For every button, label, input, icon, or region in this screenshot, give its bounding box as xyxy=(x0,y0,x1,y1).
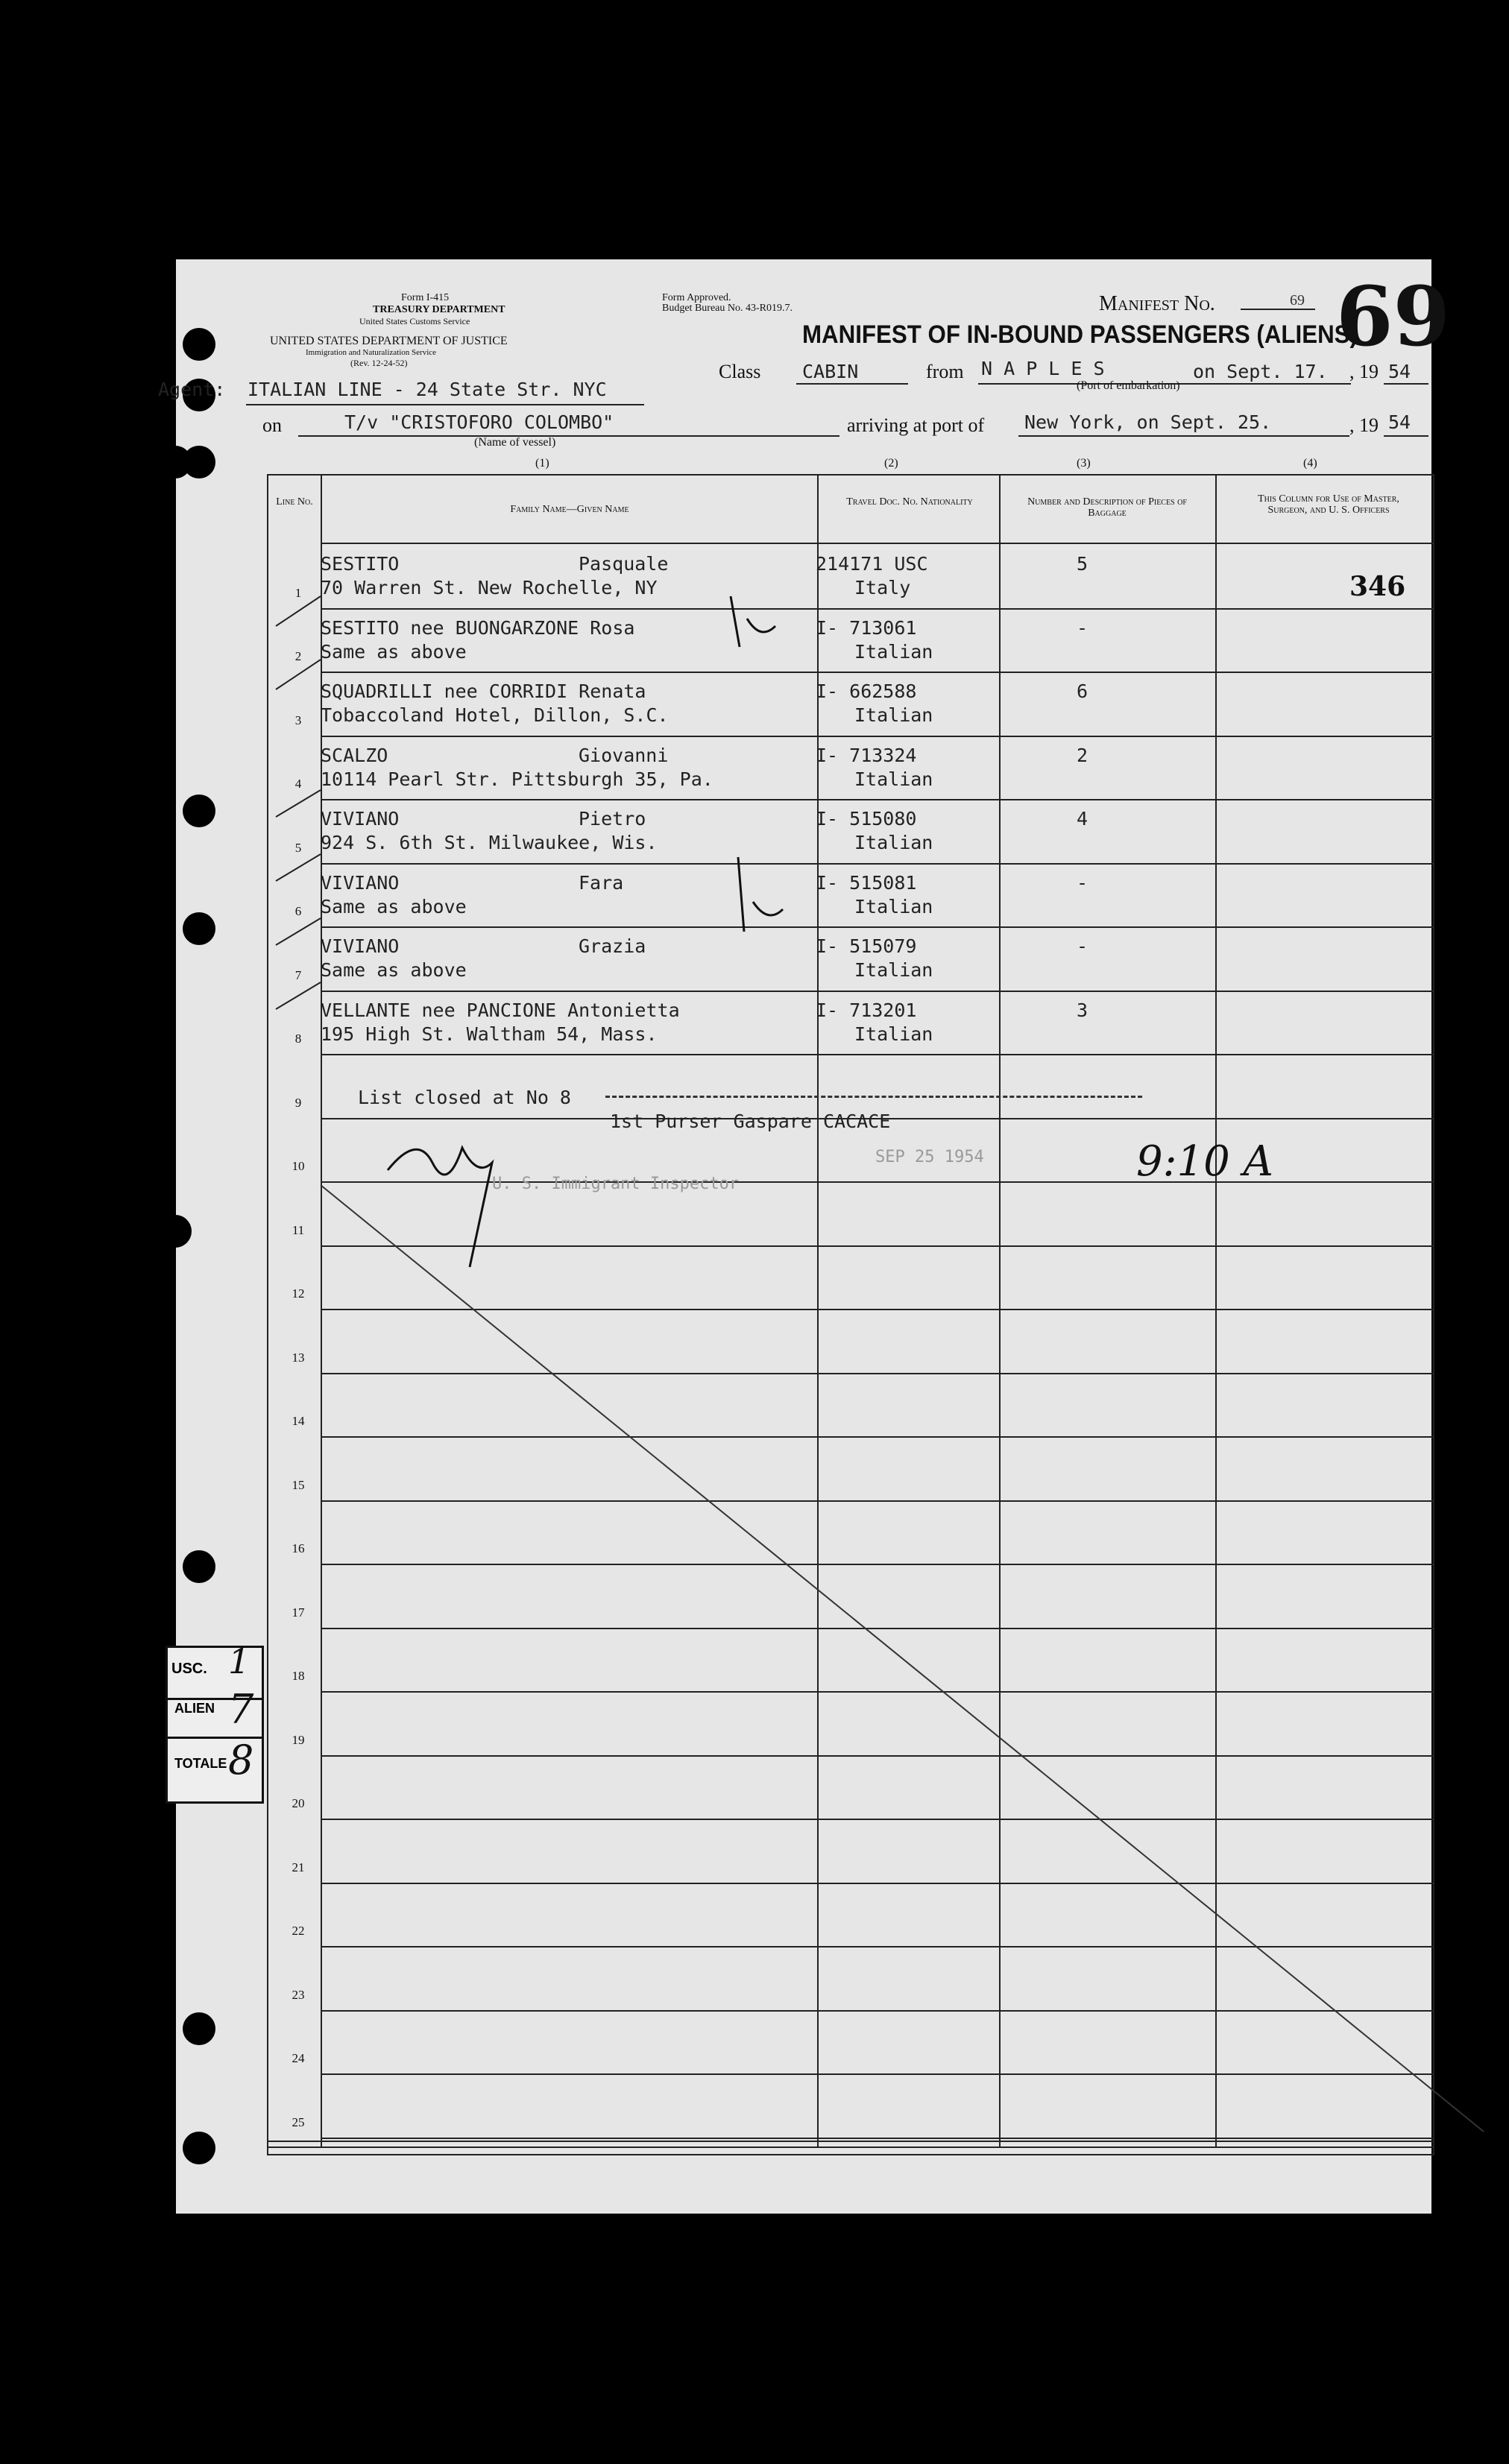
list-closed-note: List closed at No 8 xyxy=(358,1087,571,1108)
class-label: Class xyxy=(719,361,761,382)
baggage-count: - xyxy=(1077,617,1089,639)
diagonal-cancel-line xyxy=(321,1185,1484,2132)
passenger-address: Same as above xyxy=(321,641,467,663)
passenger-address: 924 S. 6th St. Milwaukee, Wis. xyxy=(321,832,658,853)
year-suffix: 54 xyxy=(1388,361,1411,382)
inspector-signature xyxy=(388,1148,492,1267)
baggage-count: 2 xyxy=(1077,745,1089,766)
baggage-count: - xyxy=(1077,872,1089,894)
treasury-label: TREASURY DEPARTMENT xyxy=(373,304,505,315)
nationality: Italian xyxy=(854,768,933,790)
class-value: CABIN xyxy=(802,361,859,382)
agent-label: Agent: xyxy=(158,379,226,400)
line-number: 5 xyxy=(294,841,302,855)
check-mark-row6 xyxy=(738,857,783,932)
line-number: 25 xyxy=(292,2115,305,2129)
line-number: 6 xyxy=(294,904,302,918)
line-number: 24 xyxy=(292,2051,305,2065)
tally-total-label: TOTALE xyxy=(174,1756,227,1771)
passenger-given-name: Pasquale xyxy=(579,553,669,575)
passenger-family-name: VIVIANO xyxy=(321,808,400,830)
baggage-count: - xyxy=(1077,935,1089,957)
line-number: 15 xyxy=(292,1478,305,1492)
line-number: 4 xyxy=(294,777,302,791)
form-approved: Form Approved. xyxy=(662,292,731,303)
form-number: Form I-415 xyxy=(401,292,450,303)
header-baggage: Number and Description of Pieces of Baggage xyxy=(1027,496,1187,519)
passenger-given-name: Pietro xyxy=(579,808,646,830)
passenger-family-name: VIVIANO xyxy=(321,872,400,894)
check-mark-row2 xyxy=(731,596,775,647)
manifest-no-value: 69 xyxy=(1290,292,1305,309)
line-number: 1 xyxy=(294,586,302,600)
line-number: 8 xyxy=(294,1032,302,1046)
passenger-family-name: SESTITO nee BUONGARZONE Rosa xyxy=(321,617,635,639)
embarkation-date: on Sept. 17. xyxy=(1193,361,1328,382)
line-number: 16 xyxy=(292,1541,305,1555)
tally-total-value: 8 xyxy=(228,1737,254,1784)
line-number: 11 xyxy=(292,1223,305,1237)
passenger-address: 195 High St. Waltham 54, Mass. xyxy=(321,1023,658,1045)
line-number: 9 xyxy=(294,1096,302,1110)
travel-doc-number: I- 515081 xyxy=(816,872,917,894)
line-number: 14 xyxy=(292,1414,305,1428)
ins-label: Immigration and Naturalization Service xyxy=(306,348,437,357)
doj-label: UNITED STATES DEPARTMENT OF JUSTICE xyxy=(270,335,508,347)
passenger-address: 10114 Pearl Str. Pittsburgh 35, Pa. xyxy=(321,768,713,790)
line-number: 2 xyxy=(294,649,302,663)
passenger-address: Same as above xyxy=(321,896,467,917)
header-name: Family Name—Given Name xyxy=(510,504,629,515)
from-label: from xyxy=(926,361,964,382)
line-number: 3 xyxy=(294,713,302,727)
year2-prefix: , 19 xyxy=(1349,414,1379,436)
line-number: 13 xyxy=(292,1351,305,1365)
revision-label: (Rev. 12-24-52) xyxy=(350,358,408,368)
passenger-family-name: SESTITO xyxy=(321,553,400,575)
passenger-address: Same as above xyxy=(321,959,467,981)
passenger-family-name: VELLANTE nee PANCIONE Antonietta xyxy=(321,999,680,1021)
col-num-1: (1) xyxy=(535,457,549,470)
baggage-count: 6 xyxy=(1077,680,1089,702)
port-of-embarkation: N A P L E S xyxy=(981,358,1105,379)
passenger-given-name: Fara xyxy=(579,872,624,894)
tally-alien-label: ALIEN xyxy=(174,1701,215,1716)
nationality: Italy xyxy=(854,577,911,598)
line-number: 18 xyxy=(292,1669,305,1683)
inspection-time: 9:10 A xyxy=(1136,1137,1273,1186)
line-number: 10 xyxy=(292,1159,305,1173)
passenger-family-name: SQUADRILLI nee CORRIDI Renata xyxy=(321,680,646,702)
line-number: 19 xyxy=(292,1733,305,1747)
col-num-2: (2) xyxy=(884,457,898,470)
line-number: 22 xyxy=(292,1924,305,1938)
baggage-count: 5 xyxy=(1077,553,1089,575)
purser-name: 1st Purser Gaspare CACACE xyxy=(610,1111,891,1132)
year-prefix: , 19 xyxy=(1349,361,1379,382)
vessel-name: T/v "CRISTOFORO COLOMBO" xyxy=(344,411,614,433)
line-number: 23 xyxy=(292,1988,305,2002)
inspector-caption: U. S. Immigrant Inspector xyxy=(492,1175,740,1193)
year2-suffix: 54 xyxy=(1388,411,1411,433)
travel-doc-number: I- 713324 xyxy=(816,745,917,766)
line-number: 17 xyxy=(292,1605,305,1620)
manifest-number-stamp: 69 xyxy=(1336,268,1451,364)
header-travel-doc: Travel Doc. No. Nationality xyxy=(846,496,973,508)
passenger-given-name: Grazia xyxy=(579,935,646,957)
travel-doc-number: 214171 USC xyxy=(816,553,928,575)
nationality: Italian xyxy=(854,896,933,917)
line-number: 7 xyxy=(294,968,302,982)
header-line-no: Line No. xyxy=(276,496,313,508)
travel-doc-number: I- 515079 xyxy=(816,935,917,957)
nationality: Italian xyxy=(854,704,933,726)
tally-usc-label: USC. xyxy=(171,1661,207,1677)
nationality: Italian xyxy=(854,1023,933,1045)
arriving-label: arriving at port of xyxy=(847,414,985,436)
passenger-address: 70 Warren St. New Rochelle, NY xyxy=(321,577,658,598)
col-num-3: (3) xyxy=(1077,457,1091,470)
agent-value: ITALIAN LINE - 24 State Str. NYC xyxy=(248,379,607,400)
travel-doc-number: I- 713061 xyxy=(816,617,917,639)
passenger-family-name: SCALZO xyxy=(321,745,388,766)
header-officers: This Column for Use of Master, Surgeon, and U. S. Officers xyxy=(1258,493,1399,516)
manifest-no-label: Manifest No. xyxy=(1099,292,1215,315)
budget-bureau: Budget Bureau No. 43-R019.7. xyxy=(662,303,793,314)
passenger-family-name: VIVIANO xyxy=(321,935,400,957)
col-num-4: (4) xyxy=(1303,457,1317,470)
baggage-count: 3 xyxy=(1077,999,1089,1021)
line-number: 12 xyxy=(292,1286,305,1301)
travel-doc-number: I- 713201 xyxy=(816,999,917,1021)
arrival-stamp: SEP 25 1954 xyxy=(875,1148,984,1166)
manifest-title: MANIFEST OF IN-BOUND PASSENGERS (ALIENS) xyxy=(802,320,1358,349)
arrival-port-date: New York, on Sept. 25. xyxy=(1024,411,1272,433)
port-caption: (Port of embarkation) xyxy=(1077,379,1180,392)
on-label: on xyxy=(262,414,282,436)
travel-doc-number: I- 515080 xyxy=(816,808,917,830)
tally-usc-value: 1 xyxy=(228,1641,251,1681)
line-number: 21 xyxy=(292,1860,305,1874)
vessel-caption: (Name of vessel) xyxy=(474,436,556,449)
nationality: Italian xyxy=(854,641,933,663)
baggage-count: 4 xyxy=(1077,808,1089,830)
customs-label: United States Customs Service xyxy=(359,316,470,326)
travel-doc-number: I- 662588 xyxy=(816,680,917,702)
tally-alien-value: 7 xyxy=(228,1686,254,1733)
nationality: Italian xyxy=(854,832,933,853)
passenger-address: Tobaccoland Hotel, Dillon, S.C. xyxy=(321,704,669,726)
officer-mark: 346 xyxy=(1349,571,1406,602)
line-number: 20 xyxy=(292,1796,305,1810)
passenger-given-name: Giovanni xyxy=(579,745,669,766)
nationality: Italian xyxy=(854,959,933,981)
